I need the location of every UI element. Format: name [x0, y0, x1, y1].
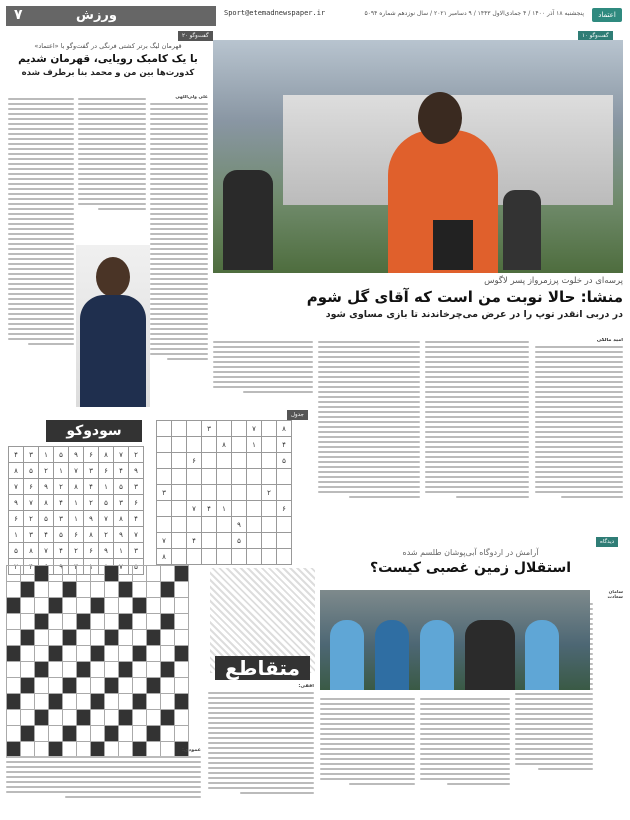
- main-col-4: [213, 338, 313, 413]
- ballot-box: [433, 220, 473, 270]
- wrestler-head: [96, 257, 130, 297]
- left-byline: علی ولی‌اللهی: [175, 95, 208, 100]
- player-4: [525, 620, 559, 690]
- player-head: [418, 92, 462, 144]
- section-bar: [6, 6, 216, 26]
- second-col-3: [320, 695, 415, 815]
- second-kicker: آرامش در اردوگاه آبی‌پوشان طلسم شده: [402, 548, 539, 557]
- main-col-2: [425, 338, 529, 533]
- main-byline-label: امید مالکی: [596, 338, 623, 343]
- crossword-across-clues: [208, 684, 314, 816]
- left-kicker: قهرمان لیگ برتر کشتی فرنگی در گفت‌وگو با «اعتماد»: [34, 42, 182, 50]
- wrestler-photo: [76, 245, 150, 407]
- main-subhead: در دربی انقدر توپ را در عرض می‌چرخاندند تا بازی مساوی شود: [325, 309, 623, 320]
- player-1: [330, 620, 364, 690]
- across-label: افقی:: [298, 684, 314, 689]
- newspaper-logo: اعتماد: [592, 8, 622, 22]
- tag-right-top: گفت‌وگو ۱۰: [578, 31, 613, 41]
- main-photo: [213, 40, 623, 273]
- down-label: عمودی:: [181, 748, 201, 753]
- sudoku-title: سودوکو: [46, 420, 142, 442]
- crossword-down-clues: [6, 748, 201, 816]
- section-title: ورزش: [76, 8, 117, 23]
- crossword-title: متقاطع: [215, 656, 310, 680]
- tag-sudoku: جدول: [287, 410, 308, 420]
- page-number: ۷: [14, 7, 23, 23]
- second-byline: سامان سعادت: [607, 590, 623, 601]
- second-story-heading: [318, 548, 623, 576]
- crossword-grid: [6, 565, 189, 758]
- wrestler-body: [80, 295, 146, 407]
- left-col-2: [78, 95, 146, 240]
- second-headline: استقلال زمین غصبی کیست؟: [369, 560, 572, 576]
- main-headline: منشا: حالا نوبت من است که آقای گل شوم: [306, 288, 623, 306]
- sudoku-puzzle-1: سودوکو ۴ ۳ ۱ ۵ ۹ ۶ ۸ ۷ ۲ ۸ ۵ ۲ ۱ ۷ ۳ ۶ ۴ ۹ ۷ ۶ ۹ ۲ ۸ ۴ ۱ ۵ ۳ ۹ ۷ ۸ ۴ ۱ ۲ ۵ ۳ ۶ ۶ ۲ ۵ ۳ ۱ ۹ ۷ ۸ ۴ ۱ ۳ ۴ ۵ ۶ ۸ ۲ ۹ ۷ ۵ ۸ ۷ ۴ ۲ ۶ ۹ ۱ ۳ ۲ ۴ ۹ ۳ ۱ ۷ ۵: [6, 418, 146, 558]
- page-header: [6, 6, 624, 26]
- left-story-heading: [8, 42, 208, 78]
- left-subhead: کدورت‌ها بین من و محمد بنا برطرف شده: [21, 68, 195, 78]
- bystander-figure: [223, 170, 273, 270]
- photographer-figure: [503, 190, 541, 270]
- main-col-3: [318, 338, 420, 533]
- main-story-heading: [213, 276, 623, 320]
- tag-right-mid: دیدگاه: [596, 537, 618, 547]
- player-3: [420, 620, 454, 690]
- second-byline-col: [595, 590, 623, 815]
- section-email[interactable]: Sport@etemadnewspaper.ir: [224, 9, 326, 17]
- player-2: [375, 620, 409, 690]
- sudoku-puzzle-2: ۳ ۷ ۸ ۸ ۱ ۴ ۶ ۵ ۳ ۲ ۷ ۴ ۱ ۶ ۹ ۷ ۴ ۵ ۸: [152, 418, 312, 558]
- left-col-3: [8, 95, 74, 410]
- main-kicker: پرسه‌ای در خلوت پرزمرواز پسر لاگوس: [484, 276, 623, 286]
- main-col-1: [535, 338, 623, 533]
- second-photo: [320, 590, 590, 690]
- issue-date: پنجشنبه ۱۸ آذر ۱۴۰۰ / ۴ جمادی‌الاول ۱۴۴۳ / ۹ دسامبر ۲۰۲۱ / سال نوزدهم شماره ۵۰۹۴: [364, 10, 584, 17]
- second-col-2: [420, 695, 510, 815]
- left-headline: با یک کامبک رویایی، قهرمان شدیم: [18, 53, 198, 65]
- left-col-1: [150, 95, 208, 410]
- tag-left-top: گفت‌وگو ۲۰: [178, 31, 213, 41]
- coach-figure: [465, 620, 515, 690]
